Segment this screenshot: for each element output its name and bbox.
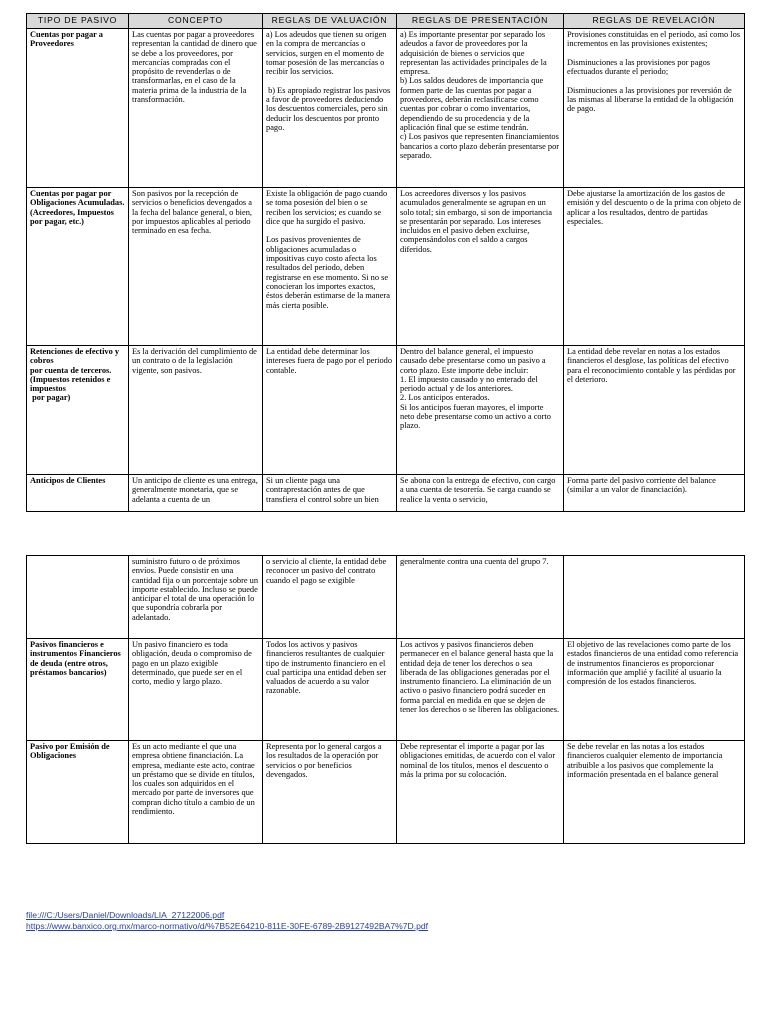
reference-link-banxico[interactable]: https://www.banxico.org.mx/marco-normativo/d/%7B52E64210-811E-30FE-6789-2B9127492BA7%7D.pdf — [26, 921, 429, 931]
cell-valuacion: o servicio al cliente, la entidad debe reconocer un pasivo del contrato cuando el pago se exigible — [263, 556, 397, 639]
cell-presentacion: Los activos y pasivos financieros deben permanecer en el balance general hasta que la entidad deja de tener los derechos o sea liberada de las obligaciones generadas por el instrumento financiero. La eliminación de un activo o pasivo financiero podrá suceder en forma parcial en medida en que se dejen de tener los derechos o se liberen las obligaciones. — [397, 639, 564, 741]
table-row-proveedores — [27, 29, 745, 188]
cell-presentacion: Dentro del balance general, el impuesto causado debe presentarse como un pasivo a corto plazo. Este importe debe incluir: 1. El impuesto causado y no enterado del periodo actual y de los anteriores. 2. Los anticipos enterados. Si los anticipos fueran mayores, el importe neto debe presentarse como un activo a corto plazo. — [397, 346, 564, 475]
cell-tipo: Cuentas por pagar a Proveedores — [27, 29, 129, 188]
table-row-anticipos — [27, 475, 745, 512]
cell-valuacion: a) Los adeudos que tienen su origen en la compra de mercancías o servicios, surgen en el momento de tomar posesión de las mercancías o recibir los servicios. b) Es apropiado registrar los pasivos a favor de proveedores deduciendo los descuentos comerciales, pero sin deducir los descuentos por pronto pago. — [263, 29, 397, 188]
cell-concepto: Es la derivación del cumplimiento de un contrato o de la legislación vigente, son pasivos. — [129, 346, 263, 475]
cell-revelacion: Debe ajustarse la amortización de los gastos de emisión y del descuento o de la prima con objeto de aplicar a los resultados, dentro de partidas especiales. — [564, 188, 745, 346]
table-row-obligaciones-acumuladas — [27, 188, 745, 346]
cell-tipo: Anticipos de Clientes — [27, 475, 129, 512]
cell-revelacion: Se debe revelar en las notas a los estados financieros cualquier elemento de importancia atribuible a los pasivos que complemente la información presentada en el balance general — [564, 741, 745, 844]
cell-concepto: Las cuentas por pagar a proveedores representan la cantidad de dinero que se debe a los proveedores, por mercancías compradas con el propósito de revenderlas o de transformarlas, en el caso de la materia prima de la industria de la transformación. — [129, 29, 263, 188]
cell-revelacion: El objetivo de las revelaciones como parte de los estados financieros de una entidad como referencia de instrumentos financieros es proporcionar información que amplié y facilité al usuario la compresión de los estados financieros. — [564, 639, 745, 741]
valuation-rules-table-page-2 — [26, 555, 745, 844]
cell-tipo: Cuentas por pagar por Obligaciones Acumuladas. (Acreedores, Impuestos por pagar, etc.) — [27, 188, 129, 346]
cell-revelacion: Forma parte del pasivo corriente del balance (similar a un valor de financiación). — [564, 475, 745, 512]
header-valuacion: REGLAS DE VALUACIÓN — [263, 14, 397, 29]
cell-valuacion: Todos los activos y pasivos financieros resultantes de cualquier tipo de instrumento financiero en el cual participa una entidad deben ser valuados de acuerdo a su valor razonable. — [263, 639, 397, 741]
cell-presentacion: a) Es importante presentar por separado los adeudos a favor de proveedores por la adquisición de bienes o servicios que representan las actividades principales de la empresa. b) Los saldos deudores de importancia que formen parte de las cuentas por pagar a proveedores, deberán reclasificarse como cuentas por cobrar o como inventarios, dependiendo de su procedencia y de la aplicación final que se estime tendrán. c) Los pasivos que representen financiamientos bancarios a corto plazo deberán presentarse por separado. — [397, 29, 564, 188]
header-presentacion: REGLAS DE PRESENTACIÓN — [397, 14, 564, 29]
header-tipo: TIPO DE PASIVO — [27, 14, 129, 29]
cell-concepto: Un anticipo de cliente es una entrega, generalmente monetaria, que se adelanta a cuenta de un — [129, 475, 263, 512]
table-row-anticipos-continued — [27, 556, 745, 639]
reference-link-local-pdf[interactable]: file:///C:/Users/Daniel/Downloads/LIA_27122006.pdf — [26, 910, 225, 920]
cell-valuacion: La entidad debe determinar los intereses fuera de pago por el periodo contable. — [263, 346, 397, 475]
cell-concepto: Son pasivos por la recepción de servicios o beneficios devengados a la fecha del balance general, o bien, por impuestos aplicables al periodo terminado en esa fecha. — [129, 188, 263, 346]
cell-revelacion — [564, 556, 745, 639]
table-header-row — [27, 14, 745, 29]
cell-concepto: Un pasivo financiero es toda obligación, deuda o compromiso de pago en un plazo exigible determinado, que puede ser en el corto, medio y largo plazo. — [129, 639, 263, 741]
cell-revelacion: Provisiones constituidas en el periodo, así como los incrementos en las provisiones existentes; Disminuciones a las provisiones por pagos efectuados durante el periodo; Disminuciones a las provisiones por reversión de las mismas al liberarse la entidad de la obligación de pago. — [564, 29, 745, 188]
table-row-emision-obligaciones — [27, 741, 745, 844]
valuation-rules-table-page-1 — [26, 13, 745, 512]
cell-concepto: Es un acto mediante el que una empresa obtiene financiación. La empresa, mediante este acto, contrae un préstamo que se divide en títulos, los cuales son adquiridos en el mercado por parte de inversores que compran dicho título a cambio de un rendimiento. — [129, 741, 263, 844]
cell-revelacion: La entidad debe revelar en notas a los estados financieros el desglose, las políticas del efectivo para el reconocimiento contable y las pérdidas por el deterioro. — [564, 346, 745, 475]
cell-presentacion: generalmente contra una cuenta del grupo 7. — [397, 556, 564, 639]
cell-presentacion: Debe representar el importe a pagar por las obligaciones emitidas, de acuerdo con el valor nominal de los títulos, menos el descuento o más la prima por su colocación. — [397, 741, 564, 844]
cell-presentacion: Los acreedores diversos y los pasivos acumulados generalmente se agrupan en un solo total; sin embargo, si son de importancia se presentarán por separado. Los intereses incluidos en el pasivo deben excluirse, compensándolos con el saldo a cargos diferidos. — [397, 188, 564, 346]
cell-valuacion: Existe la obligación de pago cuando se toma posesión del bien o se reciben los servicios; es cuando se dice que ha surgido el pasivo. Los pasivos provenientes de obligaciones acumuladas o impositivas cuyo costo afecta los resultados del periodo, deben registrarse en ese momento. Si no se conocieran los importes exactos, éstos deberán estimarse de la manera más cierta posible. — [263, 188, 397, 346]
table-row-retenciones — [27, 346, 745, 475]
cell-tipo: Retenciones de efectivo y cobros por cuenta de terceros. (Impuestos retenidos e impuestos por pagar) — [27, 346, 129, 475]
cell-concepto: suministro futuro o de próximos envíos. Puede consistir en una cantidad fija o un porcentaje sobre un importe establecido. Incluso se puede anticipar el total de una operación lo que supondría cobrarla por adelantado. — [129, 556, 263, 639]
cell-presentacion: Se abona con la entrega de efectivo, con cargo a una cuenta de tesorería. Se carga cuando se realice la venta o servicio, — [397, 475, 564, 512]
cell-valuacion: Representa por lo general cargos a los resultados de la operación por servicios o por beneficios devengados. — [263, 741, 397, 844]
cell-tipo — [27, 556, 129, 639]
reference-links — [26, 910, 428, 932]
cell-tipo: Pasivo por Emisión de Obligaciones — [27, 741, 129, 844]
header-concepto: CONCEPTO — [129, 14, 263, 29]
cell-valuacion: Si un cliente paga una contraprestación antes de que transfiera el control sobre un bien — [263, 475, 397, 512]
cell-tipo: Pasivos financieros e instrumentos Financieros de deuda (entre otros, préstamos bancarios) — [27, 639, 129, 741]
table-row-pasivos-financieros — [27, 639, 745, 741]
header-revelacion: REGLAS DE REVELACIÓN — [564, 14, 745, 29]
